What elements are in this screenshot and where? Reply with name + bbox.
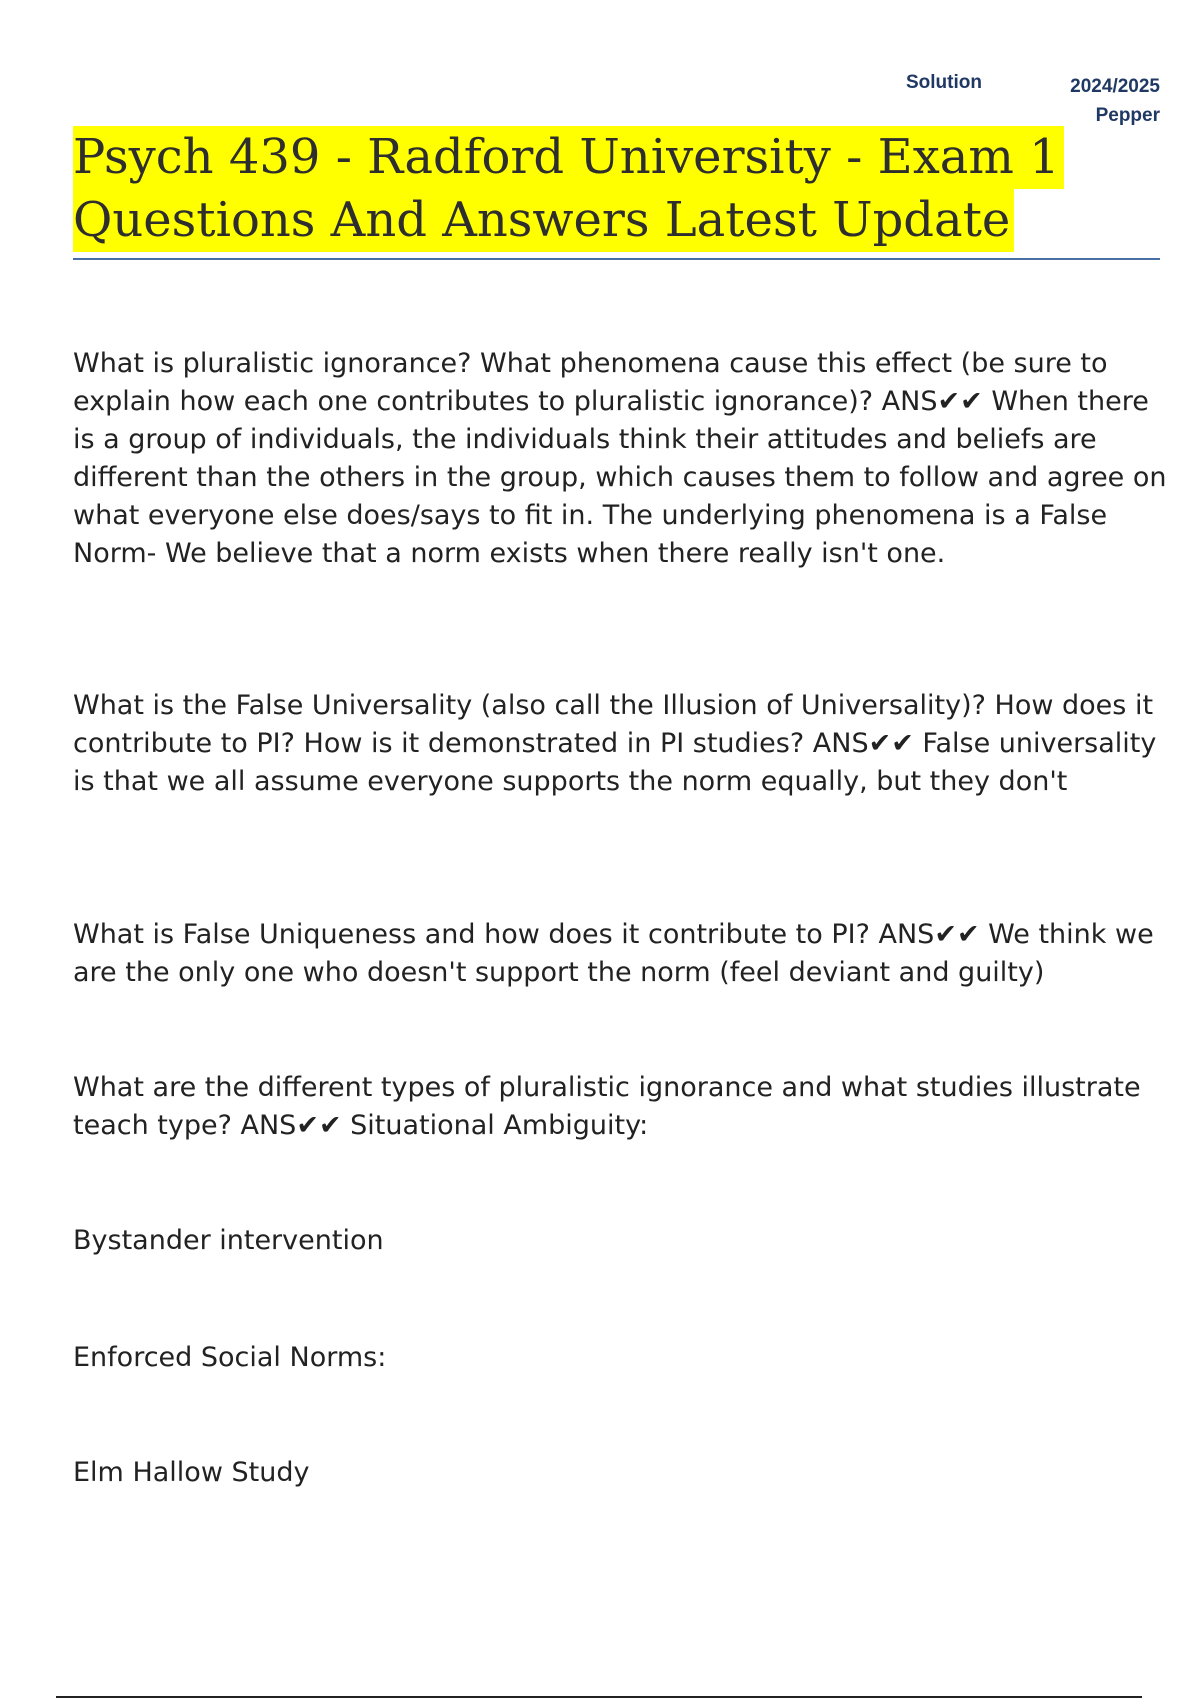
footer-divider [56, 1696, 1142, 1698]
qa-text: What is pluralistic ignorance? What phenomena cause this effect (be sure to explain how each one contributes to pluralistic ignorance)? ANS✔✔ When there is a group of individuals, the individuals think their attitudes and beliefs are different than the others in the group, which causes them to follow and agree on what everyone else does/says to fit in. The underlying phenomena is a False Norm- We believe that a norm exists when there really isn't one. [73, 348, 1167, 569]
author-label: Pepper [1095, 105, 1160, 126]
qa-text: Enforced Social Norms: [73, 1342, 387, 1373]
qa-item-3 [73, 916, 1168, 992]
qa-item-7 [73, 1454, 1168, 1492]
year-label: 2024/2025 [1070, 76, 1160, 97]
title-line-2: Questions And Answers Latest Update [73, 189, 1014, 252]
qa-text: Elm Hallow Study [73, 1457, 310, 1488]
qa-item-4 [73, 1069, 1168, 1145]
qa-item-1 [73, 345, 1168, 573]
qa-item-2 [73, 687, 1168, 801]
page-title [73, 126, 1160, 252]
qa-item-5 [73, 1222, 1168, 1260]
qa-text: What is the False Universality (also call the Illusion of Universality)? How does it contribute to PI? How is it demonstrated in PI studies? ANS✔✔ False universality is that we all assume everyone supports the norm equally, but they don't [73, 690, 1157, 797]
qa-text: What are the different types of pluralistic ignorance and what studies illustrate teach type? ANS✔✔ Situational Ambiguity: [73, 1072, 1141, 1141]
title-divider [73, 258, 1160, 260]
qa-text: Bystander intervention [73, 1225, 384, 1256]
solution-label: Solution [906, 72, 982, 93]
document-header [0, 72, 1160, 132]
qa-text: What is False Uniqueness and how does it contribute to PI? ANS✔✔ We think we are the only one who doesn't support the norm (feel deviant and guilty) [73, 919, 1154, 988]
title-line-1: Psych 439 - Radford University - Exam 1 [73, 126, 1064, 189]
qa-item-6 [73, 1339, 1168, 1377]
header-year-author [1070, 72, 1160, 130]
